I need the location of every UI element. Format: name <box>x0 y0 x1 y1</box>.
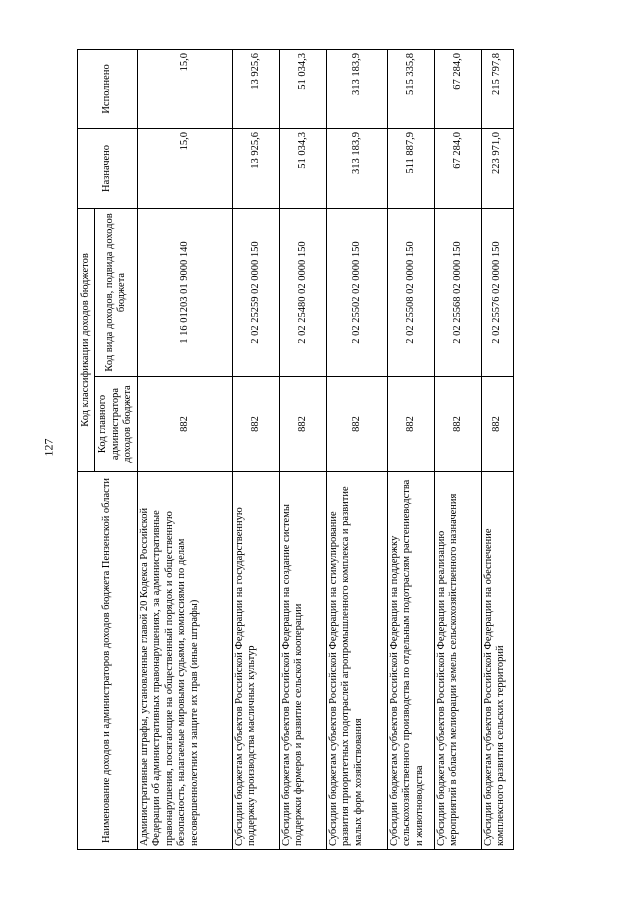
table-row <box>280 49 327 849</box>
row-income-code: 2 02 25480 02 0000 150 <box>280 208 327 376</box>
header-income-code: Код вида доходов, подвида доходов бюджета <box>95 208 138 376</box>
table-row <box>482 49 514 849</box>
row-name: Субсидии бюджетам субъектов Российской Федерации на государственную поддержку производства масличных культур <box>233 472 280 850</box>
row-assigned: 223 971,0 <box>482 128 514 208</box>
row-name: Субсидии бюджетам субъектов Российской Федерации на обеспечение комплексного развития сельских территорий <box>482 472 514 850</box>
row-name: Административные штрафы, установленные главой 20 Кодекса Российской Федерации об административных правонарушениях, за административные правонарушения, посягающие на общественный порядок и общественную безопасность, налагаемые мировыми судьями, комиссиями по делам несовершеннолетних и защите их прав (иные штрафы) <box>138 472 233 850</box>
row-assigned: 51 034,3 <box>280 128 327 208</box>
table-row <box>435 49 482 849</box>
row-executed: 215 797,8 <box>482 49 514 128</box>
row-admin-code: 882 <box>280 377 327 472</box>
row-admin-code: 882 <box>435 377 482 472</box>
row-admin-code: 882 <box>138 377 233 472</box>
table-row <box>388 49 435 849</box>
header-classification: Код классификации доходов бюджетов <box>78 208 95 471</box>
row-admin-code: 882 <box>388 377 435 472</box>
budget-table-container <box>77 50 513 850</box>
row-income-code: 2 02 25502 02 0000 150 <box>327 208 388 376</box>
row-executed: 313 183,9 <box>327 49 388 128</box>
row-executed: 51 034,3 <box>280 49 327 128</box>
row-name: Субсидии бюджетам субъектов Российской Федерации на реализацию мероприятий в области мелиорации земель сельскохозяйственного назначения <box>435 472 482 850</box>
row-executed: 15,0 <box>138 49 233 128</box>
row-income-code: 2 02 25576 02 0000 150 <box>482 208 514 376</box>
row-income-code: 1 16 01203 01 9000 140 <box>138 208 233 376</box>
row-income-code: 2 02 25259 02 0000 150 <box>233 208 280 376</box>
row-executed: 515 335,8 <box>388 49 435 128</box>
table-row <box>138 49 233 849</box>
header-name: Наименование доходов и администраторов доходов бюджета Пензенской области <box>78 472 138 850</box>
row-income-code: 2 02 25568 02 0000 150 <box>435 208 482 376</box>
table-row <box>327 49 388 849</box>
header-admin-code: Код главного администратора доходов бюджета <box>95 377 138 472</box>
row-admin-code: 882 <box>327 377 388 472</box>
header-executed: Исполнено <box>78 49 138 128</box>
row-admin-code: 882 <box>482 377 514 472</box>
budget-income-table <box>77 49 514 850</box>
header-assigned: Назначено <box>78 128 138 208</box>
row-executed: 67 284,0 <box>435 49 482 128</box>
row-assigned: 313 183,9 <box>327 128 388 208</box>
row-assigned: 67 284,0 <box>435 128 482 208</box>
table-row <box>233 49 280 849</box>
row-admin-code: 882 <box>233 377 280 472</box>
row-assigned: 15,0 <box>138 128 233 208</box>
row-assigned: 13 925,6 <box>233 128 280 208</box>
row-executed: 13 925,6 <box>233 49 280 128</box>
row-assigned: 511 887,9 <box>388 128 435 208</box>
row-name: Субсидии бюджетам субъектов Российской Федерации на поддержку сельскохозяйственного производства по отдельным подотраслям растениеводства и животноводства <box>388 472 435 850</box>
row-name: Субсидии бюджетам субъектов Российской Федерации на стимулирование развития приоритетных подотраслей агропромышленного комплекса и развитие малых форм хозяйствования <box>327 472 388 850</box>
page-number: 127 <box>41 438 56 457</box>
row-income-code: 2 02 25508 02 0000 150 <box>388 208 435 376</box>
row-name: Субсидии бюджетам субъектов Российской Федерации на создание системы поддержки фермеров и развитие сельской кооперации <box>280 472 327 850</box>
